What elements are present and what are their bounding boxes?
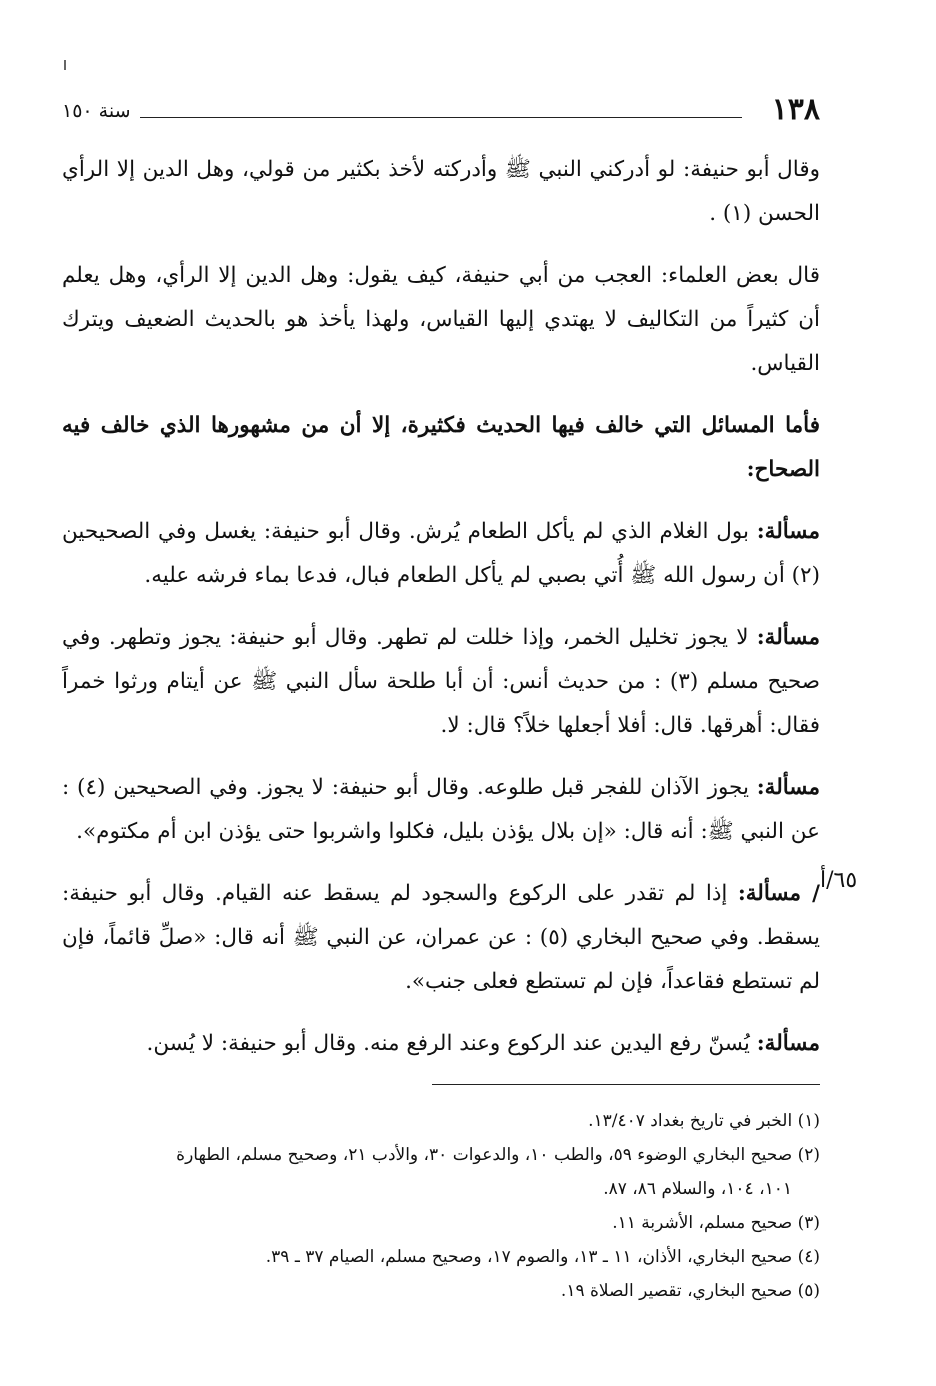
stray-scan-mark: [64, 60, 66, 70]
running-head: سنة ١٥٠: [62, 100, 131, 122]
issue-label: مسألة:: [756, 1031, 820, 1056]
footnote-5: (٥) صحيح البخاري، تقصير الصلاة ١٩.: [560, 1281, 820, 1301]
paragraph-issues-intro: فأما المسائل التي خالف فيها الحديث فكثيرة، إلا أن من مشهورها الذي خالف فيه الصحاح:: [62, 413, 820, 482]
issue-label: مسألة:: [756, 775, 820, 800]
footnote-3: (٣) صحيح مسلم، الأشربة ١١.: [612, 1213, 820, 1233]
header-rule: [140, 117, 742, 118]
issue-standing-prayer: [62, 872, 820, 1004]
issue-label: مسألة:: [756, 519, 820, 544]
footnote-separator: [432, 1084, 820, 1085]
issue-text: بول الغلام الذي لم يأكل الطعام يُرش. وقال أبو حنيفة: يغسل وفي الصحيحين (٢) أن رسول الله ﷺ أُتي بصبي لم يأكل الطعام فبال، فدعا بماء فرشه عليه.: [62, 519, 820, 588]
paragraph-scholar-comment: قال بعض العلماء: العجب من أبي حنيفة، كيف يقول: وهل الدين إلا الرأي، وهل يعلم أن كثيراً من التكاليف لا يهتدي إليها القياس، ولهذا يأخذ هو بالحديث الضعيف ويترك القياس.: [62, 263, 820, 376]
paragraph-abu-hanifa-quote: وقال أبو حنيفة: لو أدركني النبي ﷺ وأدركته لأخذ بكثير من قولي، وهل الدين إلا الرأي الحسن (١) .: [62, 157, 820, 226]
manuscript-folio-note: ٦٥/أ: [820, 868, 858, 893]
footnote-4: (٤) صحيح البخاري، الأذان، ١١ ـ ١٣، والصوم ١٧، وصحيح مسلم، الصيام ٣٧ ـ ٣٩.: [265, 1247, 820, 1267]
issue-label: / مسألة:: [737, 881, 820, 906]
issue-text: إذا لم تقدر على الركوع والسجود لم يسقط عنه القيام. وقال أبو حنيفة: يسقط. وفي صحيح البخاري (٥) : عن عمران، عن النبي ﷺ أنه قال: «صلِّ قائماً، فإن لم تستطع فقاعداً، فإن لم تستطع فعلى جنب».: [62, 881, 820, 994]
page-header: [62, 92, 820, 132]
footnote-1: (١) الخبر في تاريخ بغداد ١٣/٤٠٧.: [588, 1111, 820, 1131]
footnote-2-continued: ١٠١، ١٠٤، والسلام ٨٦، ٨٧.: [603, 1179, 792, 1199]
issue-text: يجوز الآذان للفجر قبل طلوعه. وقال أبو حنيفة: لا يجوز. وفي الصحيحين (٤) : عن النبي ﷺ: أنه قال: «إن بلال يؤذن بليل، فكلوا واشربوا حتى يؤذن ابن أم مكتوم».: [62, 775, 820, 844]
footnotes: [62, 1104, 820, 1308]
issue-wine-vinegar: [62, 616, 820, 748]
issue-fajr-adhan: [62, 766, 820, 854]
issue-raising-hands: [62, 1022, 820, 1066]
issue-text: لا يجوز تخليل الخمر، وإذا خللت لم تطهر. وقال أبو حنيفة: يجوز وتطهر. وفي صحيح مسلم (٣) : من حديث أنس: أن أبا طلحة سأل النبي ﷺ عن أيتام ورثوا خمراً فقال: أهرقها. قال: أفلا أجعلها خلاً؟ قال: لا.: [62, 625, 820, 738]
page-number: ١٣٨: [771, 92, 820, 127]
issue-label: مسألة:: [756, 625, 820, 650]
issue-text: يُسنّ رفع اليدين عند الركوع وعند الرفع منه. وقال أبو حنيفة: لا يُسن.: [146, 1031, 757, 1056]
main-text: [62, 148, 820, 1084]
issue-boy-urine: [62, 510, 820, 598]
footnote-2: (٢) صحيح البخاري الوضوء ٥٩، والطب ١٠، والدعوات ٣٠، والأدب ٢١، وصحيح مسلم، الطهارة: [176, 1145, 820, 1165]
